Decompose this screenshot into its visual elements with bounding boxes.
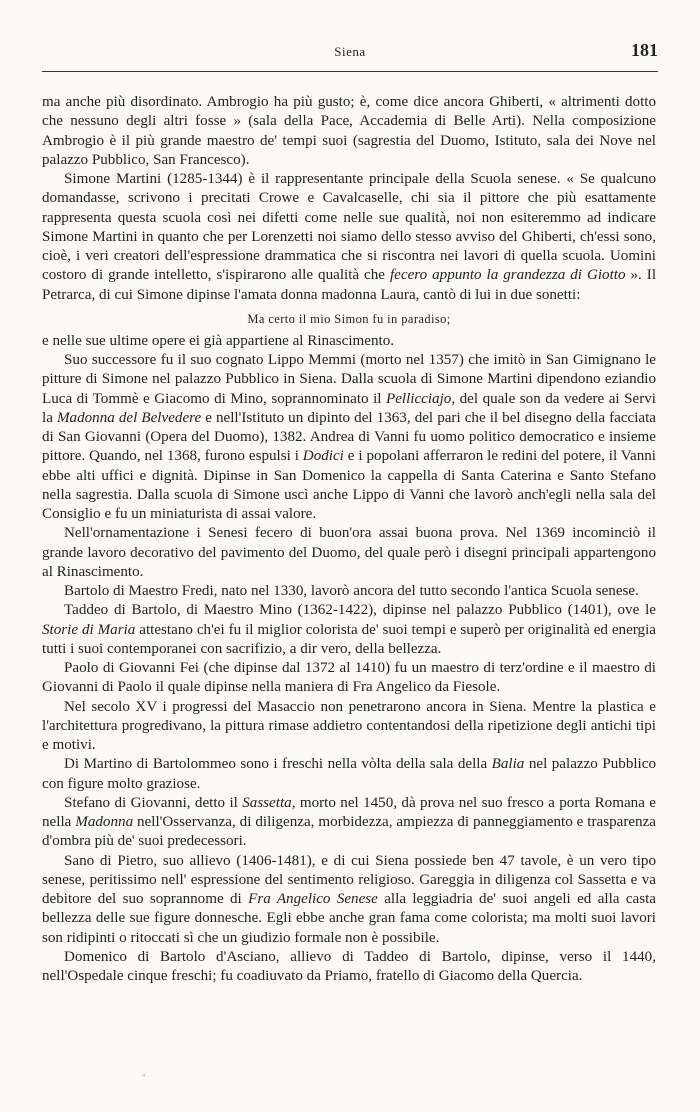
text-run: Paolo di Giovanni Fei (che dipinse dal 1372 al 1410) fu un maestro di terz'ordine e il maestro di Giovanni di Paolo il quale dipinse nella maniera di Fra Angelico da Fiesole. [42, 660, 656, 696]
text-run: Stefano di Giovanni, detto il [64, 794, 243, 811]
running-title: Siena [334, 44, 366, 59]
text-run: Suo successore fu il suo cognato Lippo Memmi (morto nel 1357) che imitò in San Gimignano le pitture di Simone nel palazzo Pubblico in Siena. Dalla scuola di Simone Martini dipendono eziandio Luca di Tommè e Giacomo di Mino, soprannominato il [42, 352, 656, 407]
italic-title: Pellicciajo [385, 390, 452, 407]
paragraph [42, 948, 656, 987]
text-run: Sano di Pietro, suo allievo (1406-1481), e di cui Siena possiede ben 47 tavole, è un vero tipo senese, peritissimo nell' espressione del sentimento religioso. Gareggia in diligenza col Sassetta e va debitore del suo soprannome di [42, 852, 656, 907]
text-run: e nell'Istituto un dipinto del 1363, del pari che il bel disegno della facciata di San Giovanni (Opera del Duomo), 1382. Andrea di Vanni fu uomo politico democratico e insieme pittore. Quando, nel 1368, furono espulsi i [42, 409, 656, 465]
paragraph [42, 170, 656, 305]
text-run: Nel secolo XV i progressi del Masaccio non penetrarono ancora in Siena. Mentre la plastica e l'architettura progredivano, la pittura rimase addietro contentandosi della ripetizione degli antichi tipi e motivi. [42, 698, 656, 753]
paragraph [42, 755, 656, 794]
text-run: Simone Martini (1285-1344) è il rappresentante principale della Scuola senese. « Se qualcuno domandasse, scrivono i precitati Crowe e Cavalcaselle, chi sia il pittore che più esattamente rappresenta questa scuola così nei difetti come nelle sue qualità, noi non esiteremmo ad indicare Simone Martini in quanto che per Lorenzetti noi siamo dello stesso avviso del Ghiberti, ch'essi sono, cioè, i veri creatori dell'espressione drammatica che si riscontra nei lavori di quella scuola. Uomini costoro di grande intelletto, s'ispirarono alle qualità che [42, 171, 656, 284]
paragraph [42, 582, 656, 601]
italic-title: Sassetta [242, 794, 292, 811]
text-run: nell'Osservanza, di diligenza, morbidezza, ampiezza di panneggiamento e trasparenza d'ombra più de' suoi predecessori. [42, 814, 656, 850]
italic-title: Madonna del Belvedere [56, 409, 202, 426]
text-run: alla leggiadria de' suoi angeli ed alla casta bellezza delle sue figure donnesche. Egli ebbe anche gran fama come colorista; ma molti suoi lavori son ridipinti o ritoccati sì che un giudizio formale non è possibile. [42, 891, 656, 946]
text-run: Ma certo il mio Simon fu in paradiso; [247, 311, 451, 326]
text-run: e i popolani afferraron le redini del potere, il Vanni ebbe alti uffici e dignità. Dipinse in San Domenico la cappella di Santa Caterina e Santo Stefano nella sagrestia. Dalla scuola di Simone uscì anche Lippo di Vanni che lavorò anch'egli nella sala del Consiglio e fu un miniaturista di assai valore. [42, 448, 656, 522]
italic-title: Storie di Maria [42, 621, 136, 638]
paragraph [42, 93, 656, 170]
paragraph [42, 659, 656, 698]
body-text [42, 93, 656, 986]
text-run: Di Martino di Bartolommeo sono i freschi nella vòlta della sala della [64, 756, 492, 773]
text-run: ma anche più disordinato. Ambrogio ha più gusto; è, come dice ancora Ghiberti, « altrimenti dotto che nessuno degli altri fosse » (sala della Pace, Accademia di Belle Arti). Nella composizione Ambrogio è il più grande maestro de' tempi suoi (sagrestia del Duomo, Istituto, sala dei Nove nel palazzo Pubblico, San Francesco). [42, 94, 656, 168]
paragraph [42, 794, 656, 852]
text-run: Domenico di Bartolo d'Asciano, allievo di Taddeo di Bartolo, dipinse, verso il 1440, nell'Ospedale cinque freschi; fu coadiuvato da Priamo, fratello di Giacomo della Quercia. [42, 948, 656, 984]
italic-title: fecero appunto la grandezza di Giotto [389, 267, 626, 284]
header-rule [42, 71, 658, 72]
running-header [42, 38, 658, 68]
italic-title: Fra Angelico Senese [248, 891, 378, 907]
text-run: , del quale son da vedere ai Servi la [42, 390, 656, 426]
text-run: e nelle sue ultime opere ei già appartiene al Rinascimento. [42, 332, 395, 349]
italic-title: Madonna [75, 814, 134, 830]
paragraph [42, 852, 656, 948]
text-run: attestano ch'ei fu il miglior colorista de' suoi tempi e superò per originalità ed energia tutti i suoi contemporanei con sacrifizio, a dir vero, della bellezza. [42, 621, 656, 657]
marginal-mark: " [142, 1073, 146, 1083]
paragraph [42, 698, 656, 756]
page-number: 181 [631, 40, 658, 60]
verse-quote [42, 310, 656, 328]
paragraph [42, 524, 656, 582]
paragraph [42, 332, 656, 351]
text-run: Bartolo di Maestro Fredi, nato nel 1330, lavorò ancora del tutto secondo l'antica Scuola senese. [64, 583, 639, 599]
paragraph [42, 601, 656, 659]
italic-title: Dodici [302, 448, 344, 465]
italic-title: Balia [491, 756, 525, 773]
text-run: , morto nel 1450, dà prova nel suo fresco a porta Romana e nella [42, 794, 656, 830]
text-run: Taddeo di Bartolo, di Maestro Mino (1362-1422), dipinse nel palazzo Pubblico (1401), ove le [64, 602, 656, 619]
text-run: nel palazzo Pubblico con figure molto graziose. [42, 756, 656, 792]
paragraph [42, 351, 656, 524]
text-run: ». Il Petrarca, di cui Simone dipinse l'amata donna madonna Laura, cantò di lui in due sonetti: [42, 267, 657, 303]
text-run: Nell'ornamentazione i Senesi fecero di buon'ora assai buona prova. Nel 1369 incominciò il grande lavoro decorativo del pavimento del Duomo, del quale però i disegni principali appartengono al Rinascimento. [42, 525, 656, 580]
